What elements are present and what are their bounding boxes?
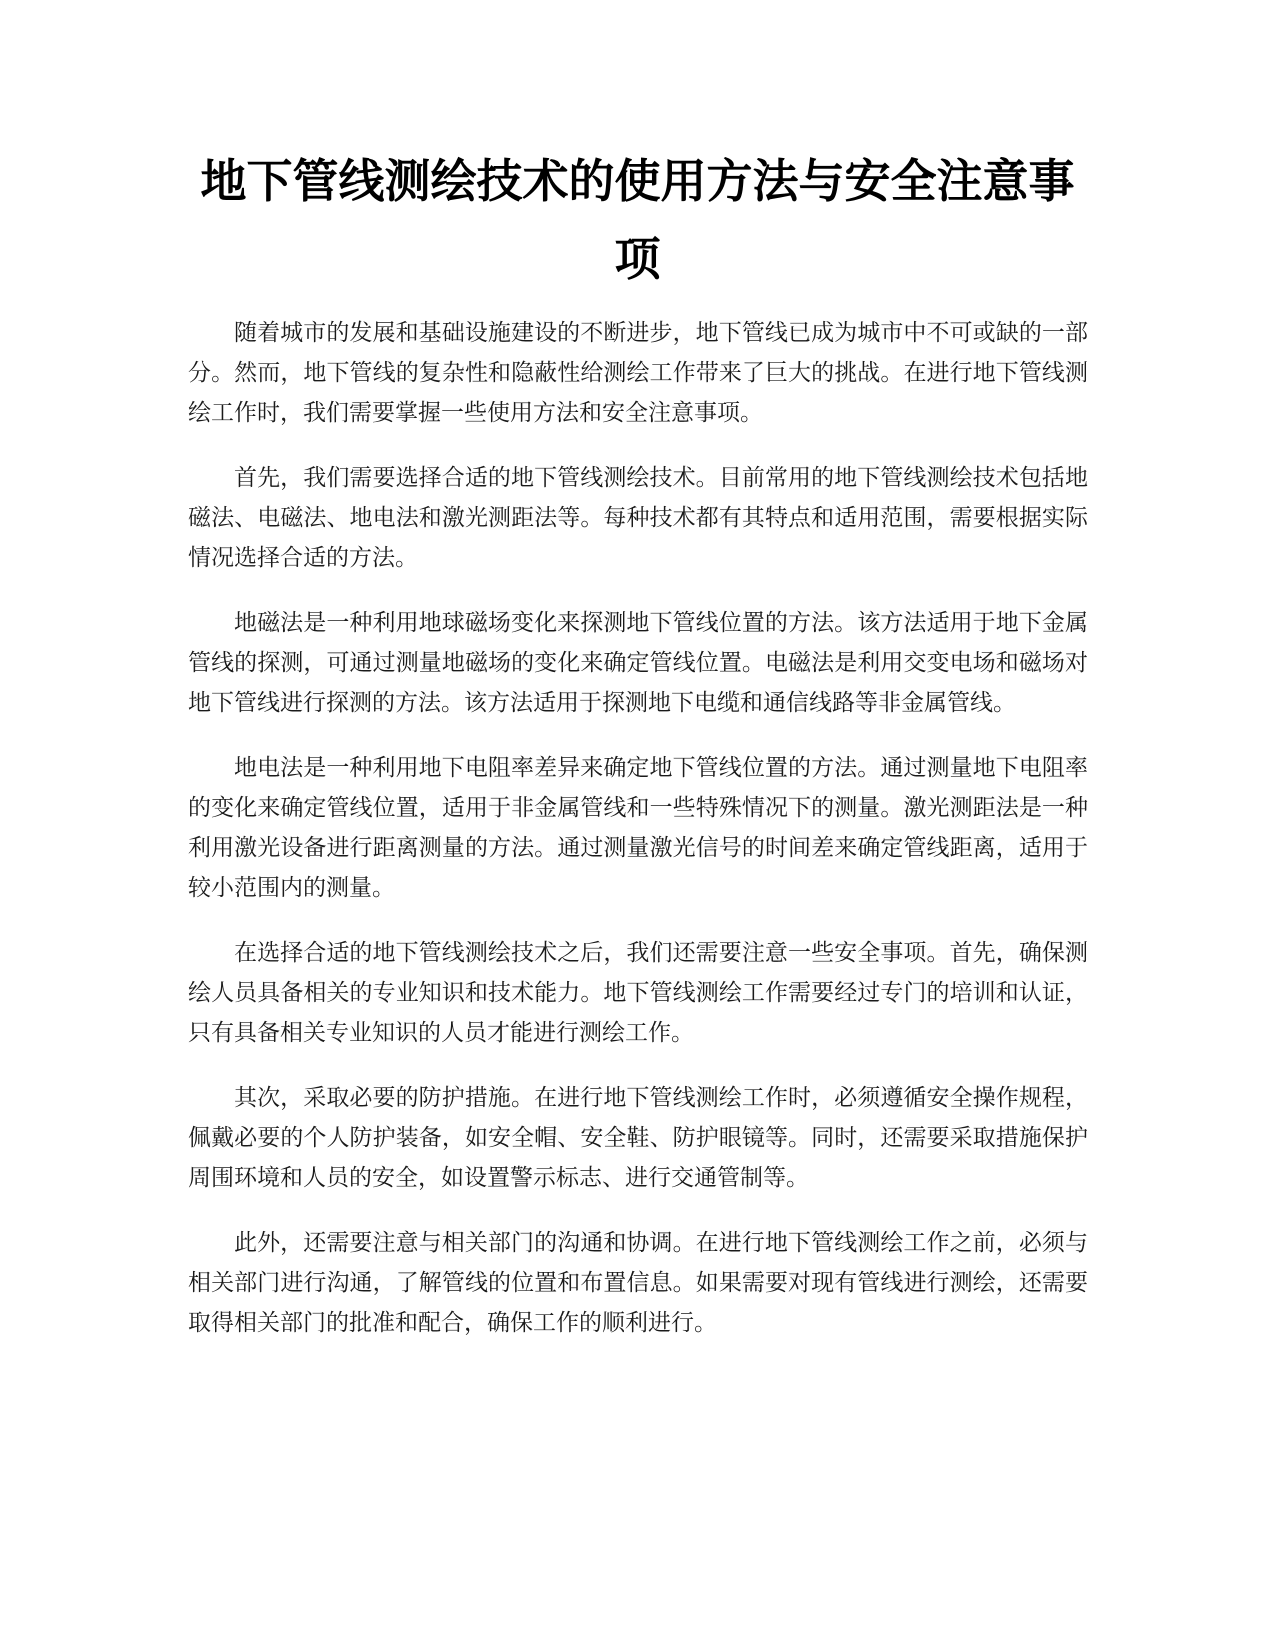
- paragraph-6: 其次，采取必要的防护措施。在进行地下管线测绘工作时，必须遵循安全操作规程，佩戴必要的个人防护装备，如安全帽、安全鞋、防护眼镜等。同时，还需要采取措施保护周围环境和人员的安全，如设置警示标志、进行交通管制等。: [188, 1085, 1088, 1191]
- document-body: [188, 313, 1088, 1368]
- paragraph-5: 在选择合适的地下管线测绘技术之后，我们还需要注意一些安全事项。首先，确保测绘人员具备相关的专业知识和技术能力。地下管线测绘工作需要经过专门的培训和认证，只有具备相关专业知识的人员才能进行测绘工作。: [188, 940, 1088, 1046]
- paragraph-1: 随着城市的发展和基础设施建设的不断进步，地下管线已成为城市中不可或缺的一部分。然而，地下管线的复杂性和隐蔽性给测绘工作带来了巨大的挑战。在进行地下管线测绘工作时，我们需要掌握一些使用方法和安全注意事项。: [188, 320, 1088, 426]
- paragraph-4: 地电法是一种利用地下电阻率差异来确定地下管线位置的方法。通过测量地下电阻率的变化来确定管线位置，适用于非金属管线和一些特殊情况下的测量。激光测距法是一种利用激光设备进行距离测量的方法。通过测量激光信号的时间差来确定管线距离，适用于较小范围内的测量。: [188, 755, 1088, 901]
- document-title: 地下管线测绘技术的使用方法与安全注意事项: [200, 154, 1075, 286]
- paragraph-7: 此外，还需要注意与相关部门的沟通和协调。在进行地下管线测绘工作之前，必须与相关部门进行沟通，了解管线的位置和布置信息。如果需要对现有管线进行测绘，还需要取得相关部门的批准和配合，确保工作的顺利进行。: [188, 1230, 1088, 1336]
- paragraph-2: 首先，我们需要选择合适的地下管线测绘技术。目前常用的地下管线测绘技术包括地磁法、电磁法、地电法和激光测距法等。每种技术都有其特点和适用范围，需要根据实际情况选择合适的方法。: [188, 465, 1088, 571]
- paragraph-3: 地磁法是一种利用地球磁场变化来探测地下管线位置的方法。该方法适用于地下金属管线的探测，可通过测量地磁场的变化来确定管线位置。电磁法是利用交变电场和磁场对地下管线进行探测的方法。该方法适用于探测地下电缆和通信线路等非金属管线。: [188, 610, 1088, 716]
